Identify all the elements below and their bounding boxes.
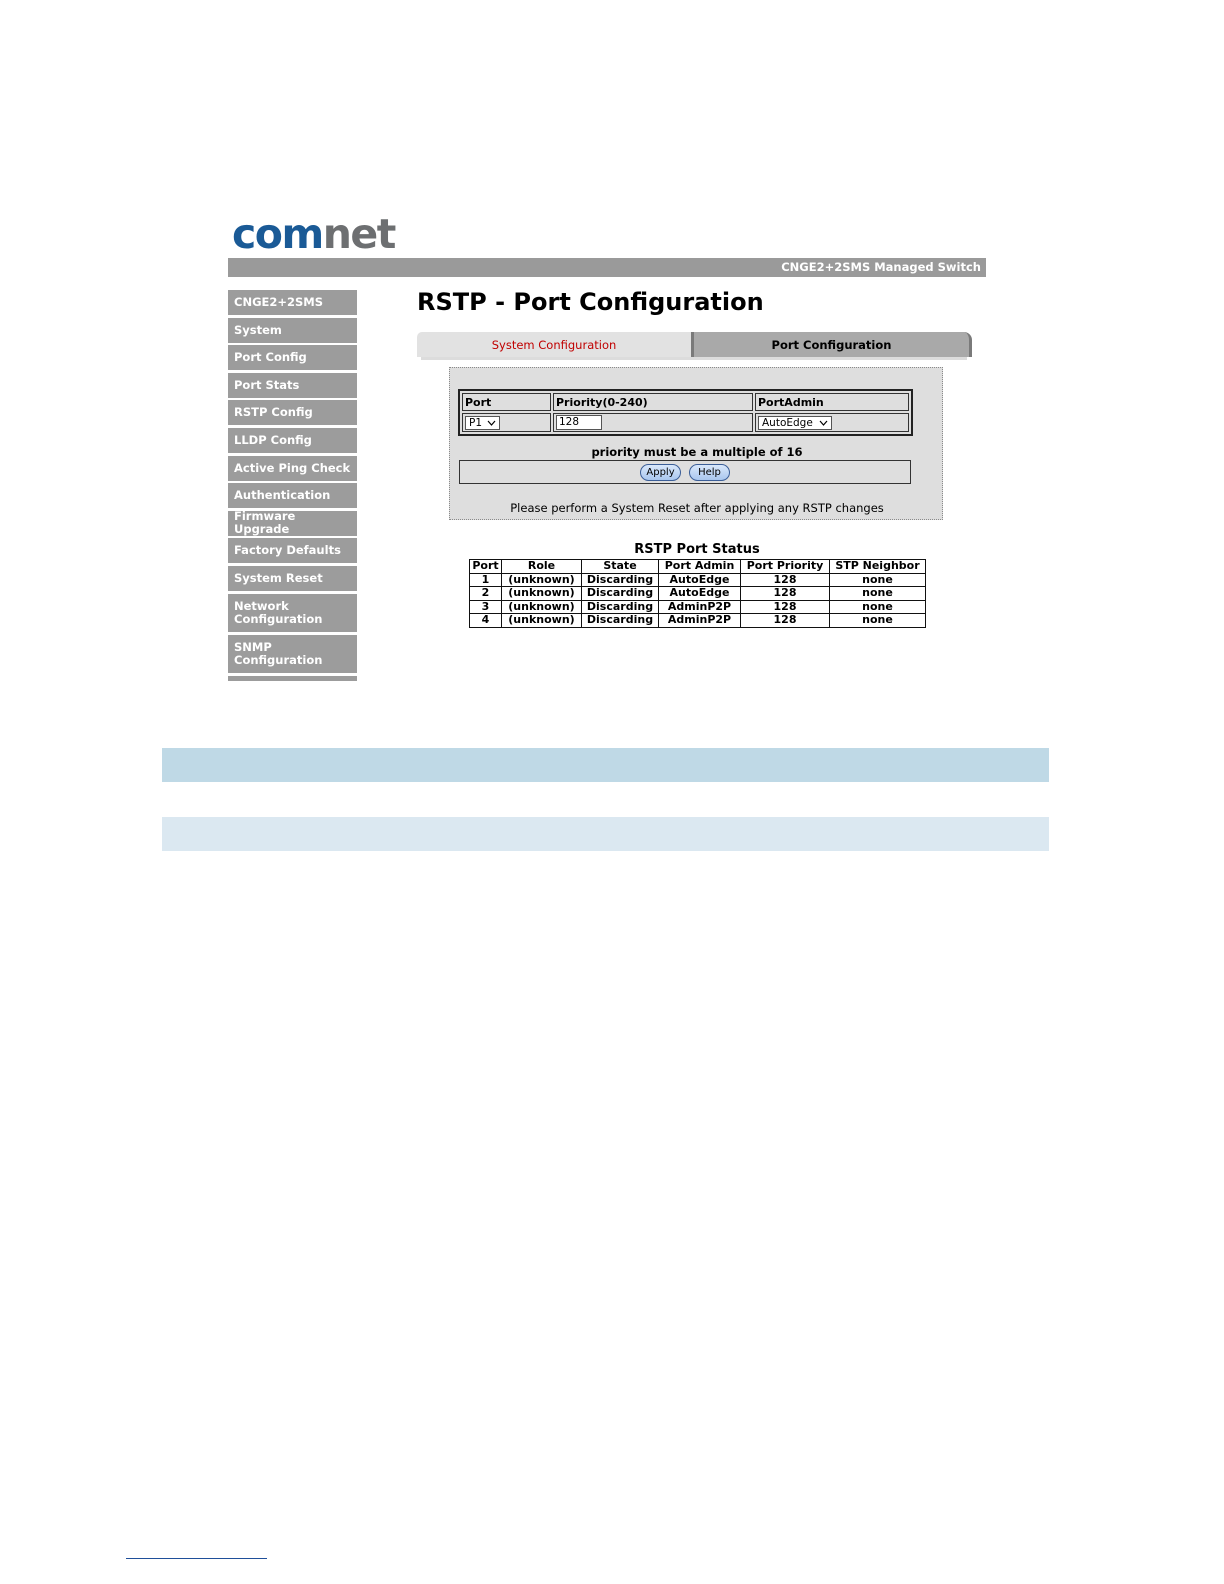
sidebar-item-system[interactable]: System [228, 318, 357, 343]
status-header-port-admin: Port Admin [659, 560, 741, 574]
table-row [470, 573, 926, 587]
port-admin-header: PortAdmin [755, 393, 909, 411]
cell-stp-neighbor: none [830, 600, 926, 614]
cell-port: 1 [470, 573, 502, 587]
cell-state: Discarding [582, 587, 659, 601]
cell-stp-neighbor: none [830, 614, 926, 628]
port-select-value: P1 [469, 416, 483, 429]
comnet-logo [232, 210, 397, 258]
port-header: Port [462, 393, 551, 411]
table-row [470, 600, 926, 614]
cell-port-priority: 128 [741, 573, 830, 587]
cell-state: Discarding [582, 614, 659, 628]
sidebar-item-rstp-config[interactable]: RSTP Config [228, 400, 357, 425]
cell-stp-neighbor: none [830, 587, 926, 601]
device-title: CNGE2+2SMS Managed Switch [781, 260, 981, 274]
cell-port-admin: AutoEdge [659, 587, 741, 601]
tab-system-configuration[interactable]: System Configuration [417, 332, 694, 357]
sidebar-item-lldp-config[interactable]: LLDP Config [228, 428, 357, 453]
port-admin-select[interactable] [758, 416, 832, 430]
sidebar-item-port-stats[interactable]: Port Stats [228, 373, 357, 398]
port-admin-select-cell [755, 413, 909, 432]
cell-role: (unknown) [502, 573, 582, 587]
priority-header: Priority(0-240) [553, 393, 753, 411]
port-config-table [458, 389, 913, 436]
sidebar-nav [228, 290, 357, 681]
cell-port-priority: 128 [741, 614, 830, 628]
cell-state: Discarding [582, 600, 659, 614]
chevron-down-icon [487, 417, 496, 429]
sidebar-item-firmware-upgrade[interactable]: Firmware Upgrade [228, 511, 357, 536]
cell-port-admin: AutoEdge [659, 573, 741, 587]
reset-note: Please perform a System Reset after applying any RSTP changes [510, 501, 884, 515]
chevron-down-icon [819, 417, 828, 429]
tab-port-configuration[interactable]: Port Configuration [694, 332, 972, 357]
sidebar-item-authentication[interactable]: Authentication [228, 483, 357, 508]
rstp-port-status-table [469, 559, 926, 628]
cell-stp-neighbor: none [830, 573, 926, 587]
cell-port-priority: 128 [741, 587, 830, 601]
table-row [470, 614, 926, 628]
sidebar-end [228, 676, 357, 681]
tab-underline [421, 357, 967, 360]
logo-text-com: com [232, 210, 323, 258]
port-select-cell [462, 413, 551, 432]
shaded-band-bottom [162, 817, 1049, 851]
priority-input-cell [553, 413, 753, 432]
sidebar-item-cnge2-2sms[interactable]: CNGE2+2SMS [228, 290, 357, 315]
cell-role: (unknown) [502, 587, 582, 601]
sidebar-item-active-ping-check[interactable]: Active Ping Check [228, 456, 357, 481]
status-header-stp-neighbor: STP Neighbor [830, 560, 926, 574]
header-bar [228, 258, 986, 277]
cell-role: (unknown) [502, 600, 582, 614]
page-title: RSTP - Port Configuration [417, 288, 764, 316]
status-title: RSTP Port Status [634, 542, 760, 557]
cell-role: (unknown) [502, 614, 582, 628]
priority-input[interactable]: 128 [556, 415, 602, 430]
cell-state: Discarding [582, 573, 659, 587]
logo-text-net: net [322, 210, 395, 258]
sidebar-item-port-config[interactable]: Port Config [228, 345, 357, 370]
footnote-separator [126, 1558, 267, 1559]
sidebar-item-snmp-configuration[interactable]: SNMP Configuration [228, 635, 357, 674]
apply-button[interactable]: Apply [640, 464, 681, 481]
port-select[interactable] [465, 416, 500, 430]
shaded-band-top [162, 748, 1049, 782]
status-header-port-priority: Port Priority [741, 560, 830, 574]
sidebar-item-network-configuration[interactable]: Network Configuration [228, 594, 357, 633]
sidebar-item-system-reset[interactable]: System Reset [228, 566, 357, 591]
table-row [470, 587, 926, 601]
cell-port-admin: AdminP2P [659, 600, 741, 614]
priority-hint: priority must be a multiple of 16 [591, 445, 803, 459]
button-row [459, 460, 911, 484]
cell-port: 2 [470, 587, 502, 601]
cell-port-admin: AdminP2P [659, 614, 741, 628]
status-header-row [470, 560, 926, 574]
cell-port: 3 [470, 600, 502, 614]
port-config-panel [449, 367, 943, 520]
status-header-state: State [582, 560, 659, 574]
status-header-port: Port [470, 560, 502, 574]
sidebar-item-factory-defaults[interactable]: Factory Defaults [228, 538, 357, 563]
cell-port: 4 [470, 614, 502, 628]
cell-port-priority: 128 [741, 600, 830, 614]
status-header-role: Role [502, 560, 582, 574]
help-button[interactable]: Help [689, 464, 730, 481]
port-admin-select-value: AutoEdge [762, 416, 813, 429]
